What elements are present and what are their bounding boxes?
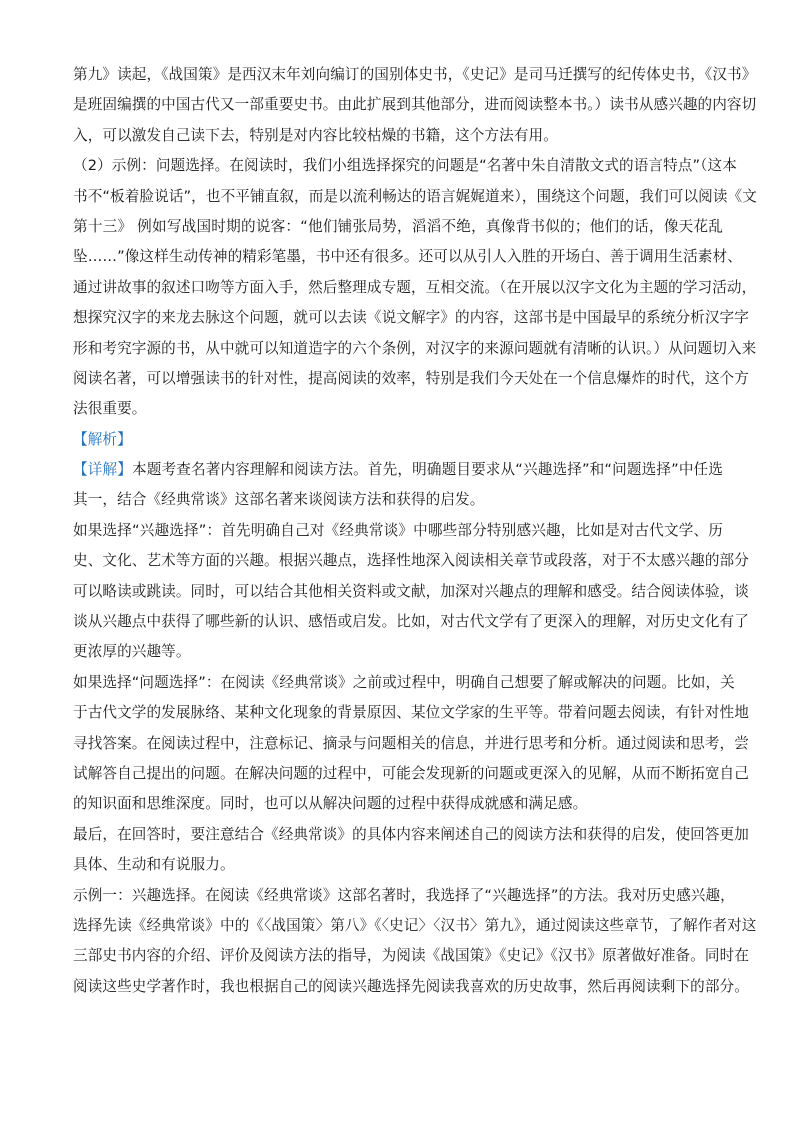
text-line: 如果选择“问题选择”：在阅读《经典常谈》之前或过程中，明确自己想要了解或解决的问题。比如，关 <box>73 673 735 691</box>
text-line: 最后，在回答时，要注意结合《经典常谈》的具体内容来阐述自己的阅读方法和获得的启发，使回答更加 <box>73 825 749 843</box>
text-line: 寻找答案。在阅读过程中，注意标记、摘录与问题相关的信息，并进行思考和分析。通过阅读和思考，尝 <box>73 734 749 752</box>
text-line: 的知识面和思维深度。同时，也可以从解决问题的过程中获得成就感和满足感。 <box>73 795 588 813</box>
text-line: 坠……”像这样生动传神的精彩笔墨，书中还有很多。还可以从引人入胜的开场白、善于调用生活素材、 <box>73 248 742 266</box>
text-line: 阅读名著，可以增强读书的针对性，提高阅读的效率，特别是我们今天处在一个信息爆炸的时代，这个方 <box>73 369 749 387</box>
text-line: 法很重要。 <box>73 400 147 418</box>
text-line: 更浓厚的兴趣等。 <box>73 643 191 661</box>
text-line: 形和考究字源的书，从中就可以知道造字的六个条例，对汉字的来源问题就有清晰的认识。）从问题切入来 <box>73 339 757 357</box>
text-line: 如果选择“兴趣选择”：首先明确自己对《经典常谈》中哪些部分特别感兴趣，比如是对古代文学、历 <box>73 521 723 539</box>
text-line: 第十三》 例如写战国时期的说客：“他们铺张局势，滔滔不绝，真像背书似的；他们的话，像天花乱 <box>73 217 723 235</box>
text-line: 阅读这些史学著作时，我也根据自己的阅读兴趣选择先阅读我喜欢的历史故事，然后再阅读剩下的部分。 <box>73 977 749 995</box>
text-line: 试解答自己提出的问题。在解决问题的过程中，可能会发现新的问题或更深入的见解，从而不断拓宽自己 <box>73 764 749 782</box>
text-line: 可以略读或跳读。同时，可以结合其他相关资料或文献，加深对兴趣点的理解和感受。结合阅读体验，谈 <box>73 582 749 600</box>
detail-first-line <box>73 455 723 485</box>
text-line: 书不“板着脸说话”，也不平铺直叙，而是以流利畅达的语言娓娓道来），围绕这个问题，我们可以阅读《文 <box>73 187 757 205</box>
text-line: （2）示例：问题选择。在阅读时，我们小组选择探究的问题是“名著中朱自清散文式的语言特点”（这本 <box>73 157 737 175</box>
text-line: 具体、生动和有说服力。 <box>73 856 235 874</box>
text-line: 选择先读《经典常谈》中的《〈战国策〉第八》《〈史记〉〈汉书〉第九》，通过阅读这些章节，了解作者对这 <box>73 916 757 934</box>
analysis-label: 【解析】 <box>73 430 132 448</box>
text-line: 谈从兴趣点中获得了哪些新的认识、感悟或启发。比如，对古代文学有了更深入的理解，对历史文化有了 <box>73 613 749 631</box>
text-line: 想探究汉字的来龙去脉这个问题，就可以去读《说文解字》的内容，这部书是中国最早的系统分析汉字字 <box>73 309 749 327</box>
text-line: 史、文化、艺术等方面的兴趣。根据兴趣点，选择性地深入阅读相关章节或段落，对于不太感兴趣的部分 <box>73 552 749 570</box>
text-line: 第九》读起，《战国策》是西汉末年刘向编订的国别体史书，《史记》是司马迁撰写的纪传体史书，《汉书》 <box>73 66 757 83</box>
text-line: 是班固编撰的中国古代又一部重要史书。由此扩展到其他部分，进而阅读整本书。）读书从感兴趣的内容切 <box>73 96 757 114</box>
text-line: 通过讲故事的叙述口吻等方面入手，然后整理成专题，互相交流。（在开展以汉字文化为主题的学习活动， <box>73 278 757 296</box>
detail-label: 【详解】 <box>73 461 132 479</box>
text-line: 于古代文学的发展脉络、某种文化现象的背景原因、某位文学家的生平等。带着问题去阅读，有针对性地 <box>73 704 749 722</box>
document-page <box>73 60 757 1002</box>
text-line: 入，可以激发自己读下去，特别是对内容比较枯燥的书籍，这个方法有用。 <box>73 126 558 144</box>
text-line: 三部史书内容的介绍、评价及阅读方法的指导，为阅读《战国策》《史记》《汉书》原著做好准备。同时在 <box>73 947 750 965</box>
detail-text: 本题考查名著内容理解和阅读方法。首先，明确题目要求从“兴趣选择”和“问题选择”中任选 <box>131 461 723 479</box>
text-line: 其一，结合《经典常谈》这部名著来谈阅读方法和获得的启发。 <box>73 491 485 509</box>
analysis-heading <box>73 425 723 455</box>
text-line: 示例一：兴趣选择。在阅读《经典常谈》这部名著时，我选择了“兴趣选择”的方法。我对历史感兴趣， <box>73 886 735 904</box>
